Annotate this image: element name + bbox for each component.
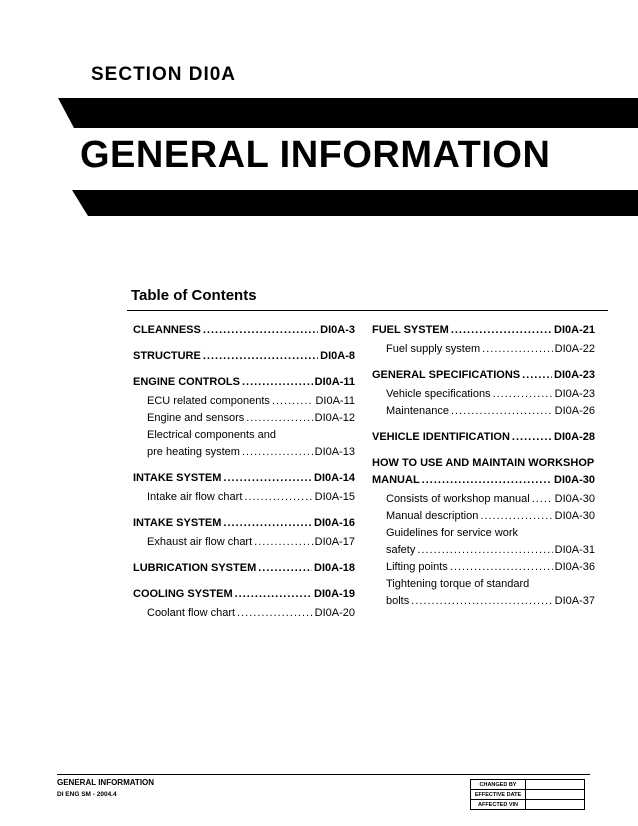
- toc-entry[interactable]: [372, 559, 595, 576]
- toc-leader-dots: [242, 374, 313, 391]
- toc-entry-row: [133, 322, 355, 339]
- toc-leader-dots: [532, 491, 553, 508]
- toc-leader-dots: [480, 508, 552, 525]
- toc-entry-page: DI0A-37: [554, 595, 595, 607]
- toc-entry-row: [386, 341, 595, 358]
- toc-entry-label: Exhaust air flow chart: [147, 536, 253, 548]
- toc-entry[interactable]: [133, 560, 355, 577]
- toc-entry[interactable]: [372, 525, 595, 559]
- toc-entry-page: DI0A-22: [554, 343, 595, 355]
- footer-revision-table: [470, 779, 585, 810]
- footer-cell-value: [526, 780, 585, 790]
- toc-entry-row: [372, 367, 595, 384]
- toc-entry[interactable]: [133, 427, 355, 461]
- toc-leader-dots: [258, 560, 312, 577]
- toc-entry[interactable]: [372, 455, 595, 489]
- toc-entry-row: [386, 386, 595, 403]
- toc-entry[interactable]: [372, 322, 595, 339]
- toc-entry[interactable]: [372, 576, 595, 610]
- top-band: [0, 98, 638, 128]
- toc-entry-page: DI0A-30: [554, 510, 595, 522]
- toc-leader-dots: [272, 393, 314, 410]
- toc-entry-page: DI0A-15: [314, 491, 355, 503]
- page-title: GENERAL INFORMATION: [80, 134, 551, 176]
- toc-entry-label: ECU related components: [147, 395, 270, 407]
- toc-entry[interactable]: [372, 508, 595, 525]
- footer-code: DI ENG SM - 2004.4: [57, 791, 117, 798]
- toc-entry-row: [386, 403, 595, 420]
- toc-entry-page: DI0A-26: [554, 405, 595, 417]
- toc-entry-row: [147, 393, 355, 410]
- toc-entry-row: [147, 605, 355, 622]
- toc-entry-page: DI0A-11: [315, 395, 355, 407]
- toc-entry-label: Fuel supply system: [386, 343, 481, 355]
- top-band-shape: [58, 98, 638, 128]
- toc-entry-label: Maintenance: [386, 405, 449, 417]
- toc-leader-dots: [203, 348, 318, 365]
- toc-entry-page: DI0A-8: [320, 350, 355, 362]
- toc-entry-label: STRUCTURE: [133, 350, 201, 362]
- toc-entry-label-line: Guidelines for service work: [386, 527, 519, 539]
- toc-leader-dots: [223, 515, 312, 532]
- toc-entry-label: Intake air flow chart: [147, 491, 243, 503]
- toc-leader-dots: [254, 534, 312, 551]
- toc-entry-label: INTAKE SYSTEM: [133, 472, 222, 484]
- toc-entry[interactable]: [133, 515, 355, 532]
- toc-entry-row: [147, 534, 355, 551]
- toc-leader-dots: [451, 322, 552, 339]
- bottom-band: [0, 190, 638, 216]
- toc-entry-label: COOLING SYSTEM: [133, 588, 233, 600]
- bottom-band-shape: [72, 190, 638, 216]
- toc-entry-page: DI0A-20: [314, 607, 355, 619]
- toc-entry-page: DI0A-16: [314, 517, 355, 529]
- toc-entry-page: DI0A-17: [314, 536, 355, 548]
- toc-leader-dots: [451, 403, 553, 420]
- toc-entry-label: VEHICLE IDENTIFICATION: [372, 431, 510, 443]
- toc-entry-label: bolts: [386, 595, 410, 607]
- toc-entry-label: ENGINE CONTROLS: [133, 376, 240, 388]
- toc-entry-label: FUEL SYSTEM: [372, 324, 449, 336]
- toc-entry-page: DI0A-23: [554, 369, 595, 381]
- toc-leader-dots: [522, 367, 552, 384]
- toc-title: Table of Contents: [131, 287, 257, 304]
- toc-entry[interactable]: [133, 534, 355, 551]
- toc-entry-page: DI0A-14: [314, 472, 355, 484]
- toc-entry-row: [372, 322, 595, 339]
- toc-leader-dots: [237, 605, 313, 622]
- toc-entry-page: DI0A-28: [554, 431, 595, 443]
- toc-leader-dots: [244, 489, 312, 506]
- toc-right-column: [372, 322, 595, 610]
- toc-entry[interactable]: [372, 403, 595, 420]
- toc-entry[interactable]: [372, 386, 595, 403]
- footer-row: [471, 800, 585, 810]
- toc-leader-dots: [246, 410, 312, 427]
- toc-leader-dots: [411, 593, 552, 610]
- toc-entry-row: [372, 472, 595, 489]
- toc-leader-dots: [235, 586, 312, 603]
- footer-row: [471, 790, 585, 800]
- toc-entry-page: DI0A-23: [554, 388, 595, 400]
- toc-entry-label: Lifting points: [386, 561, 448, 573]
- toc-rule: [127, 310, 608, 311]
- toc-entry-row: [133, 374, 355, 391]
- toc-entry[interactable]: [372, 341, 595, 358]
- section-title: SECTION DI0A: [91, 64, 237, 85]
- toc-entry[interactable]: [372, 491, 595, 508]
- toc-leader-dots: [512, 429, 552, 446]
- toc-entry-label: GENERAL SPECIFICATIONS: [372, 369, 521, 381]
- toc-entry-label: CLEANNESS: [133, 324, 201, 336]
- toc-entry-label: pre heating system: [147, 446, 240, 458]
- toc-entry-page: DI0A-11: [314, 376, 355, 388]
- toc-entry-page: DI0A-12: [314, 412, 355, 424]
- toc-entry-page: DI0A-13: [314, 446, 355, 458]
- toc-entry-row: [147, 444, 355, 461]
- toc-entry-page: DI0A-3: [320, 324, 355, 336]
- toc-entry-row: [133, 586, 355, 603]
- toc-entry[interactable]: [133, 470, 355, 487]
- footer-cell-label: AFFECTED VIN: [471, 800, 526, 810]
- toc-entry[interactable]: [133, 586, 355, 603]
- toc-entry-page: DI0A-19: [314, 588, 355, 600]
- toc-entry-label: MANUAL: [372, 474, 420, 486]
- toc-entry-page: DI0A-21: [554, 324, 595, 336]
- footer-title: GENERAL INFORMATION: [57, 778, 155, 787]
- toc-entry-label: Vehicle specifications: [386, 388, 491, 400]
- toc-entry-label: Consists of workshop manual: [386, 493, 530, 505]
- toc-entry-row: [147, 410, 355, 427]
- toc-entry-row: [133, 515, 355, 532]
- footer-row: [471, 780, 585, 790]
- toc-entry-row: [133, 560, 355, 577]
- toc-entry[interactable]: [133, 410, 355, 427]
- toc-entry-label: Engine and sensors: [147, 412, 245, 424]
- toc-entry-label: LUBRICATION SYSTEM: [133, 562, 257, 574]
- footer-cell-label: EFFECTIVE DATE: [471, 790, 526, 800]
- toc-entry-row: [133, 470, 355, 487]
- toc-entry-label-line: Electrical components and: [147, 429, 277, 441]
- toc-entry-label: Manual description: [386, 510, 479, 522]
- toc-entry-page: DI0A-30: [554, 493, 595, 505]
- footer-cell-value: [526, 800, 585, 810]
- toc-entry[interactable]: [133, 393, 355, 410]
- toc-entry-row: [386, 542, 595, 559]
- footer-cell-value: [526, 790, 585, 800]
- toc-entry[interactable]: [133, 489, 355, 506]
- toc-left-column: [133, 322, 355, 622]
- toc-entry-row: [133, 348, 355, 365]
- toc-entry-row: [147, 489, 355, 506]
- toc-entry[interactable]: [133, 374, 355, 391]
- toc-leader-dots: [242, 444, 313, 461]
- toc-entry[interactable]: [133, 605, 355, 622]
- toc-entry[interactable]: [372, 429, 595, 446]
- toc-entry-label: INTAKE SYSTEM: [133, 517, 222, 529]
- toc-entry-page: DI0A-36: [554, 561, 595, 573]
- footer-cell-label: CHANGED BY: [471, 780, 526, 790]
- toc-entry-row: [386, 593, 595, 610]
- toc-entry-page: DI0A-18: [314, 562, 355, 574]
- footer-rule: [57, 774, 590, 775]
- toc-entry-row: [386, 491, 595, 508]
- toc-leader-dots: [203, 322, 318, 339]
- toc-entry-row: [386, 508, 595, 525]
- toc-entry[interactable]: [133, 348, 355, 365]
- toc-entry-label: Coolant flow chart: [147, 607, 236, 619]
- toc-entry[interactable]: [372, 367, 595, 384]
- toc-entry[interactable]: [133, 322, 355, 339]
- toc-entry-label-line: HOW TO USE AND MAINTAIN WORKSHOP: [372, 457, 595, 469]
- toc-entry-page: DI0A-30: [554, 474, 595, 486]
- toc-leader-dots: [223, 470, 312, 487]
- toc-entry-label: safety: [386, 544, 416, 556]
- toc-entry-label-line: Tightening torque of standard: [386, 578, 530, 590]
- toc-entry-row: [372, 429, 595, 446]
- toc-leader-dots: [482, 341, 552, 358]
- toc-leader-dots: [493, 386, 553, 403]
- toc-leader-dots: [422, 472, 552, 489]
- toc-entry-page: DI0A-31: [554, 544, 595, 556]
- toc-entry-row: [386, 559, 595, 576]
- toc-leader-dots: [417, 542, 552, 559]
- toc-leader-dots: [450, 559, 553, 576]
